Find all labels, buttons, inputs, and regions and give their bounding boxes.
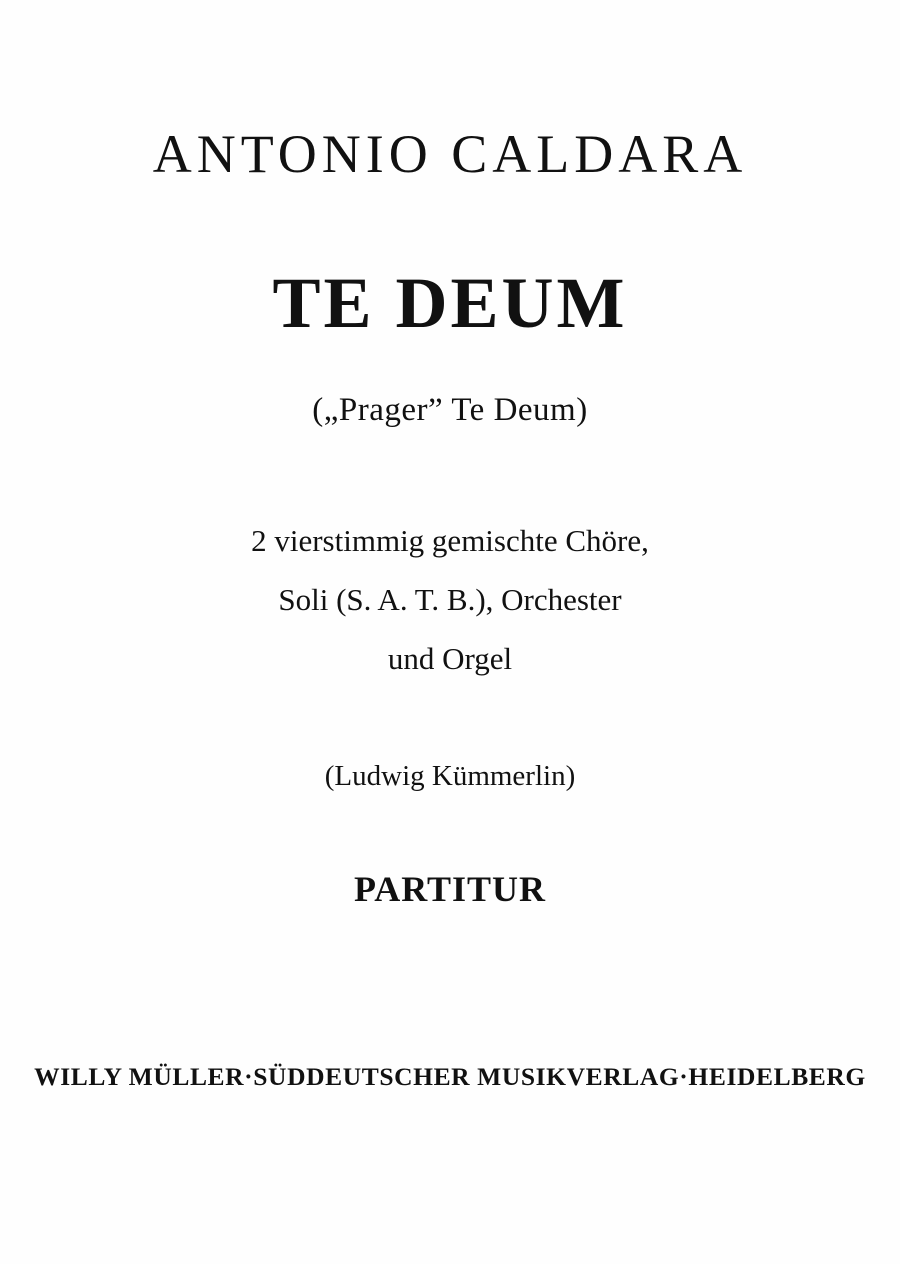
publisher-imprint: WILLY MÜLLER·SÜDDEUTSCHER MUSIKVERLAG·HEIDELBERG	[34, 1062, 866, 1091]
scoring-line: Soli (S. A. T. B.), Orchester	[278, 581, 622, 617]
scoring-block	[0, 512, 900, 689]
composer-name: ANTONIO CALDARA	[152, 124, 748, 184]
edition-type: PARTITUR	[353, 869, 547, 909]
scoring-line: und Orgel	[387, 640, 513, 676]
page-title: TE DEUM	[272, 263, 628, 343]
scoring-line: 2 vierstimmig gemischte Chöre,	[251, 523, 649, 558]
editor-name: (Ludwig Kümmerlin)	[324, 760, 576, 792]
work-subtitle: („Prager” Te Deum)	[312, 392, 588, 428]
